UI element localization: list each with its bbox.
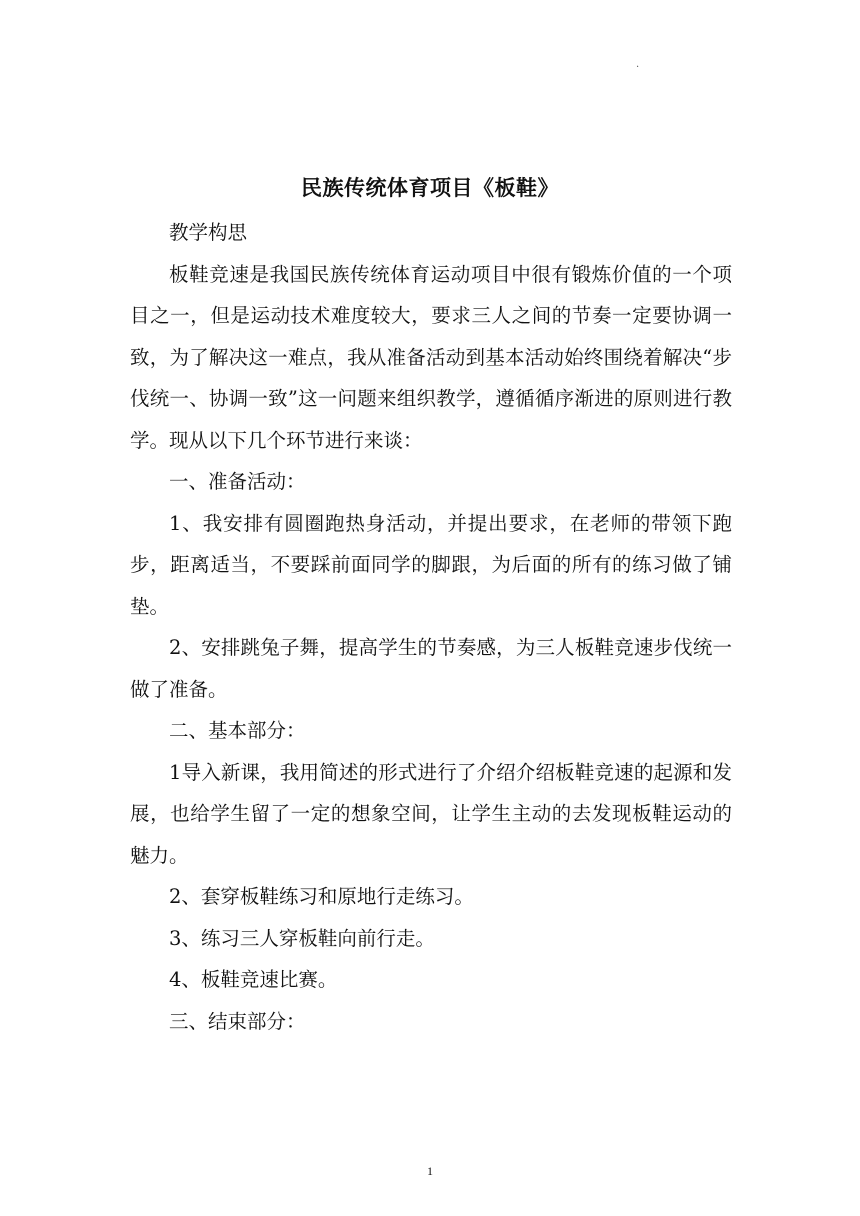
heading-ending-part: 三、结束部分：	[169, 1009, 306, 1033]
heading-warmup: 一、准备活动：	[169, 470, 306, 493]
paragraph-warmup-2: 2、安排跳兔子舞，提高学生的节奏感，为三人板鞋竞速步伐统一做了准备。	[130, 636, 732, 701]
paragraph-basic-2: 2、套穿板鞋练习和原地行走练习。	[169, 885, 474, 908]
paragraph-teaching-concept: 教学构思	[169, 221, 248, 244]
heading-basic-part: 二、基本部分：	[169, 719, 306, 742]
paragraph-basic-3: 3、练习三人穿板鞋向前行走。	[169, 926, 435, 950]
page-number: 1	[427, 1164, 433, 1178]
document-title: 民族传统体育项目《板鞋》	[301, 176, 559, 200]
paragraph-warmup-1: 1、我安排有圆圈跑热身活动，并提出要求，在老师的带领下跑步，距离适当，不要踩前面同学的脚跟，为后面的所有的练习做了铺垫。	[130, 511, 732, 618]
header-mark: .	[636, 59, 640, 70]
paragraph-intro: 板鞋竞速是我国民族传统体育运动项目中很有锻炼价值的一个项目之一，但是运动技术难度较大，要求三人之间的节奏一定要协调一致，为了解决这一难点，我从准备活动到基本活动始终围绕着解决“步伐统一、协调一致”这一问题来组织教学，遵循循序渐进的原则进行教学。现从以下几个环节进行来谈：	[130, 262, 732, 452]
document-body	[130, 212, 732, 1042]
paragraph-basic-4: 4、板鞋竞速比赛。	[169, 968, 338, 991]
paragraph-basic-1: 1导入新课，我用简述的形式进行了介绍介绍板鞋竞速的起源和发展，也给学生留了一定的想象空间，让学生主动的去发现板鞋运动的魅力。	[130, 760, 732, 867]
